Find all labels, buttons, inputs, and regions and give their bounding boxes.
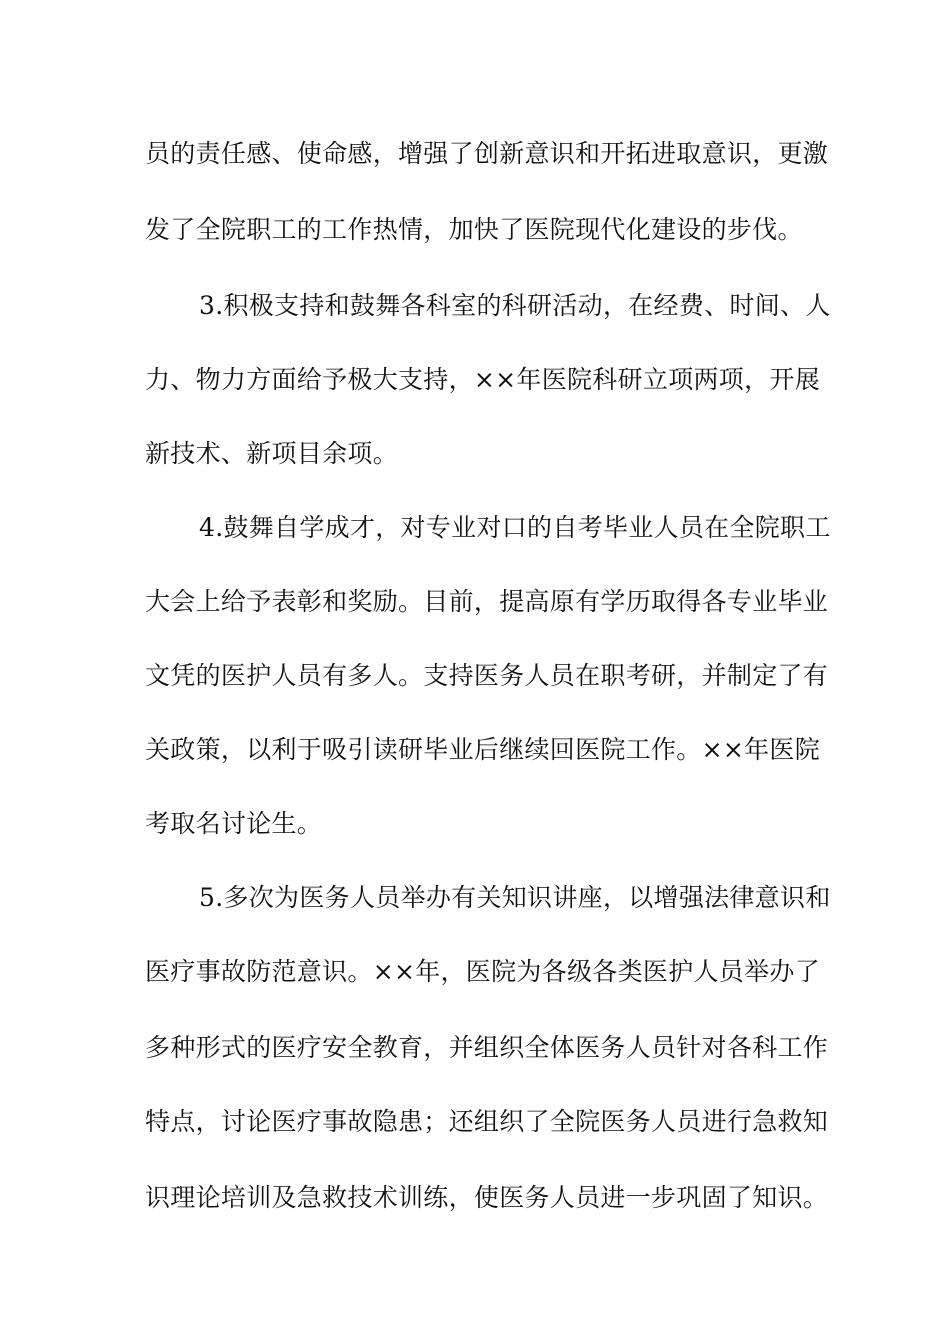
paragraph-line: 考取名讨论生。 — [145, 809, 323, 838]
paragraph-line: 识理论培训及急救技术训练，使医务人员进一步巩固了知识。 — [145, 1183, 829, 1212]
paragraph-line: 医疗事故防范意识。××年，医院为各级各类医护人员举办了 — [145, 957, 820, 986]
paragraph-line: 多种形式的医疗安全教育，并组织全体医务人员针对各科工作 — [145, 1033, 829, 1062]
paragraph-line: 员的责任感、使命感，增强了创新意识和开拓进取意识，更激 — [145, 139, 829, 168]
paragraph-line: 文凭的医护人员有多人。支持医务人员在职考研，并制定了有 — [145, 661, 829, 690]
paragraph-line: 力、物力方面给予极大支持，××年医院科研立项两项，开展 — [145, 365, 820, 394]
paragraph-5-first-line: 5.多次为医务人员举办有关知识讲座，以增强法律意识和 — [199, 883, 831, 912]
paragraph-line: 发了全院职工的工作热情，加快了医院现代化建设的步伐。 — [145, 215, 803, 244]
paragraph-line: 特点，讨论医疗事故隐患；还组织了全院医务人员进行急救知 — [145, 1107, 829, 1136]
paragraph-3-first-line: 3.积极支持和鼓舞各科室的科研活动，在经费、时间、人 — [199, 291, 831, 320]
paragraph-line: 大会上给予表彰和奖励。目前，提高原有学历取得各专业毕业 — [145, 587, 829, 616]
paragraph-4-first-line: 4.鼓舞自学成才，对专业对口的自考毕业人员在全院职工 — [199, 513, 831, 542]
paragraph-line: 新技术、新项目余项。 — [145, 439, 399, 468]
paragraph-line: 关政策，以利于吸引读研毕业后继续回医院工作。××年医院 — [145, 735, 820, 764]
